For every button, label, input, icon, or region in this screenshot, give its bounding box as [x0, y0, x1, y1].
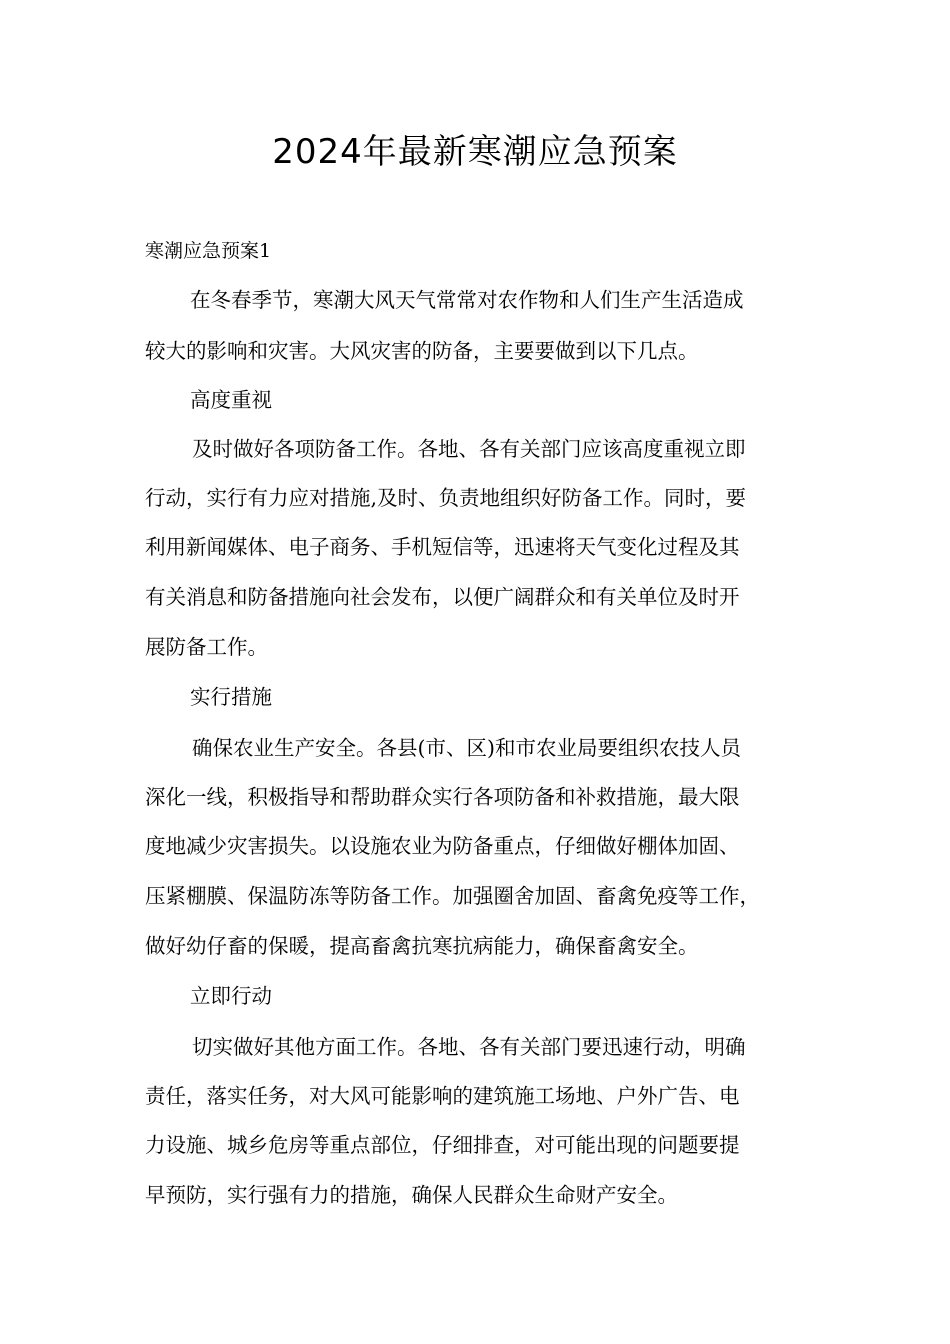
paragraph-line: 责任，落实任务，对大风可能影响的建筑施工场地、户外广告、电: [145, 1084, 740, 1108]
paragraph-line: 利用新闻媒体、电子商务、手机短信等，迅速将天气变化过程及其: [145, 535, 740, 559]
section-heading: 高度重视: [190, 388, 272, 412]
paragraph-line: 确保农业生产安全。各县(市、区)和市农业局要组织农技人员: [192, 736, 741, 760]
paragraph-line: 行动，实行有力应对措施,及时、负责地组织好防备工作。同时，要: [145, 486, 747, 510]
paragraph-line: 早预防，实行强有力的措施，确保人民群众生命财产安全。: [145, 1183, 678, 1207]
paragraph-line: 压紧棚膜、保温防冻等防备工作。加强圈舍加固、畜禽免疫等工作，: [145, 884, 760, 908]
paragraph-line: 切实做好其他方面工作。各地、各有关部门要迅速行动，明确: [192, 1035, 746, 1059]
section-label: 寒潮应急预案1: [145, 240, 272, 262]
paragraph-line: 做好幼仔畜的保暖，提高畜禽抗寒抗病能力，确保畜禽安全。: [145, 934, 699, 958]
document-title: 2024年最新寒潮应急预案: [272, 132, 678, 172]
paragraph-line: 有关消息和防备措施向社会发布，以便广阔群众和有关单位及时开: [145, 585, 740, 609]
paragraph-line: 较大的影响和灾害。大风灾害的防备，主要要做到以下几点。: [145, 339, 699, 363]
paragraph-line: 深化一线，积极指导和帮助群众实行各项防备和补救措施，最大限: [145, 785, 740, 809]
section-heading: 实行措施: [190, 685, 272, 709]
paragraph-line: 及时做好各项防备工作。各地、各有关部门应该高度重视立即: [192, 437, 746, 461]
paragraph-line: 在冬春季节，寒潮大风天气常常对农作物和人们生产生活造成: [190, 288, 744, 312]
paragraph-line: 力设施、城乡危房等重点部位，仔细排查，对可能出现的问题要提: [145, 1133, 740, 1157]
section-heading: 立即行动: [190, 984, 272, 1008]
paragraph-line: 度地减少灾害损失。以设施农业为防备重点，仔细做好棚体加固、: [145, 834, 740, 858]
paragraph-line: 展防备工作。: [145, 635, 268, 659]
